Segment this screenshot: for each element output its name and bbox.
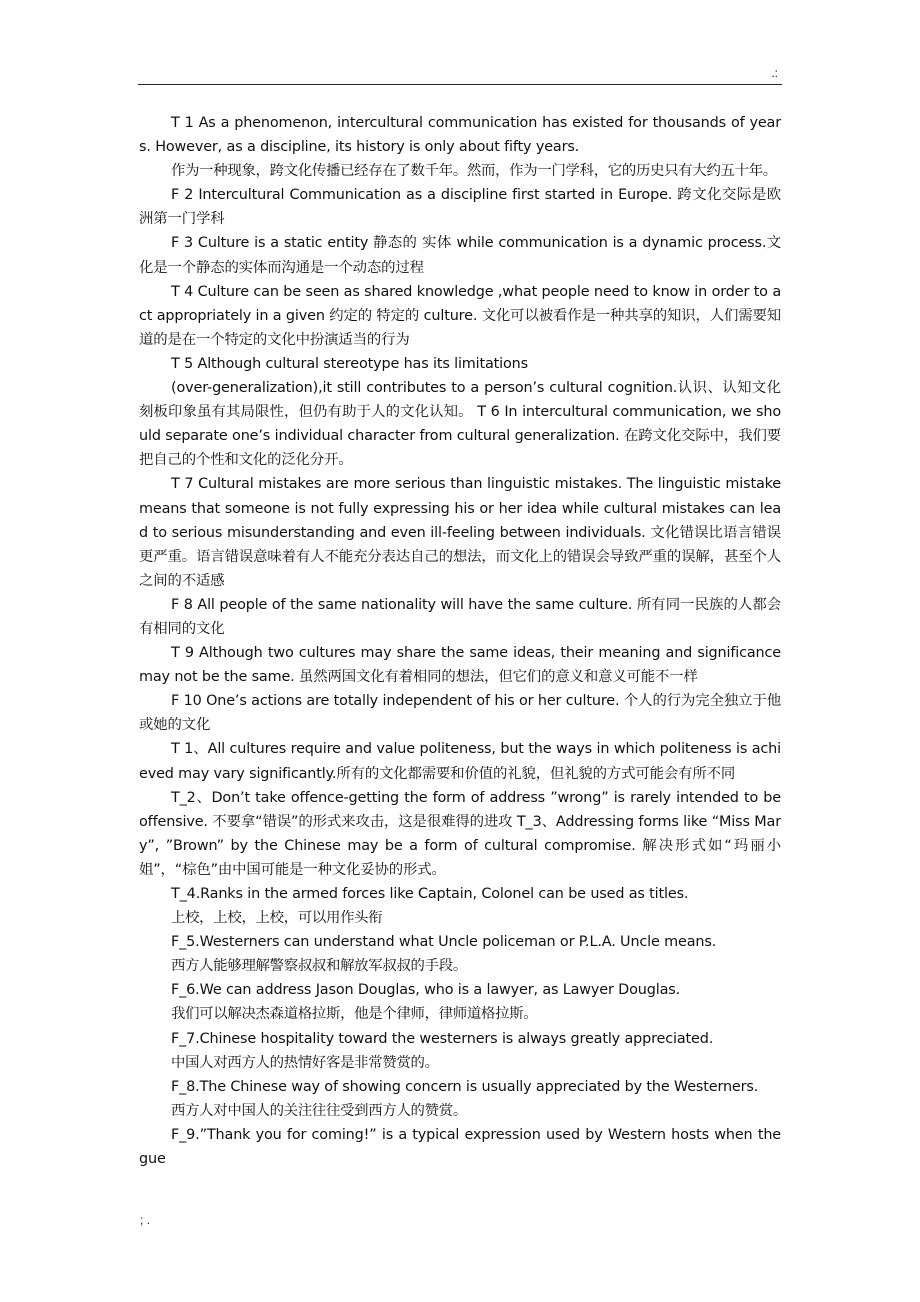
- paragraph-s8-translation: 西方人对中国人的关注往往受到西方人的赞赏。: [171, 1102, 467, 1119]
- paragraph-s2-s3: T_2、Don’t take offence-getting the form of address ”wrong” is rarely intended to be offensive. 不要拿“错误”的形式来攻击，这是很难得的进攻 T_3、Addressing forms like “Miss Mary”, ”Brown” by the Chinese may be a form of cultural compromise. 解决形式如“玛丽小姐”，“棕色”由中国可能是一种文化妥协的形式。: [139, 789, 781, 878]
- header-divider: [138, 84, 782, 85]
- paragraph-q1-translation: 作为一种现象，跨文化传播已经存在了数千年。然而，作为一门学科，它的历史只有大约五十年。: [171, 163, 777, 180]
- paragraph-s4: T_4.Ranks in the armed forces like Captain, Colonel can be used as titles.: [171, 886, 689, 902]
- page-header-mark: .:: [771, 66, 778, 80]
- paragraph-s7-translation: 中国人对西方人的热情好客是非常赞赏的。: [171, 1054, 439, 1071]
- document-body: [139, 111, 781, 1171]
- paragraph-q8: F 8 All people of the same nationality will have the same culture. 所有同一民族的人都会有相同的文化: [139, 596, 781, 637]
- paragraph-q4: T 4 Culture can be seen as shared knowledge ,what people need to know in order to act appropriately in a given 约定的 特定的 culture. 文化可以被看作是一种共享的知识，人们需要知道的是在一个特定的文化中扮演适当的行为: [139, 283, 781, 348]
- paragraph-q9: T 9 Although two cultures may share the same ideas, their meaning and significance may not be the same. 虽然两国文化有着相同的想法，但它们的意义和意义可能不一样: [139, 645, 781, 686]
- page-footer-mark: ; .: [140, 1213, 151, 1227]
- paragraph-q7: T 7 Cultural mistakes are more serious than linguistic mistakes. The linguistic mistake means that someone is not fully expressing his or her idea while cultural mistakes can lead to serious misunderstanding and even ill-feeling between individuals. 文化错误比语言错误更严重。语言错误意味着有人不能充分表达自己的想法，而文化上的错误会导致严重的误解，甚至个人之间的不适感: [139, 476, 781, 589]
- paragraph-s6: F_6.We can address Jason Douglas, who is a lawyer, as Lawyer Douglas.: [171, 982, 681, 999]
- paragraph-q5-q6: (over-generalization),it still contributes to a person’s cultural cognition.认识、认知文化刻板印象虽有其局限性，但仍有助于人的文化认知。 T 6 In intercultural communication, we should separate one’s individual character from cultural generalization. 在跨文化交际中，我们要把自己的个性和文化的泛化分开。: [139, 380, 781, 469]
- paragraph-s5-translation: 西方人能够理解警察叔叔和解放军叔叔的手段。: [171, 958, 467, 975]
- paragraph-q1: T 1 As a phenomenon, intercultural communication has existed for thousands of years. However, as a discipline, its history is only about fifty years.: [139, 115, 781, 156]
- paragraph-s7: F_7.Chinese hospitality toward the westerners is always greatly appreciated.: [171, 1030, 714, 1047]
- paragraph-q2: F 2 Intercultural Communication as a discipline first started in Europe. 跨文化交际是欧洲第一门学科: [139, 187, 781, 228]
- paragraph-s1: T 1、All cultures require and value politeness, but the ways in which politeness is achieved may vary significantly.所有的文化都需要和价值的礼貌，但礼貌的方式可能会有所不同: [139, 741, 781, 782]
- paragraph-q10: F 10 One’s actions are totally independent of his or her culture. 个人的行为完全独立于他或她的文化: [139, 693, 781, 734]
- paragraph-q3: F 3 Culture is a static entity 静态的 实体 while communication is a dynamic process.文化是一个静态的实体而沟通是一个动态的过程: [139, 235, 781, 276]
- paragraph-s5: F_5.Westerners can understand what Uncle policeman or P.L.A. Uncle means.: [171, 934, 717, 951]
- paragraph-s4-translation: 上校，上校，上校，可以用作头衔: [171, 910, 383, 927]
- paragraph-s9: F_9.”Thank you for coming!” is a typical expression used by Western hosts when the gue: [139, 1126, 781, 1168]
- paragraph-s8: F_8.The Chinese way of showing concern is usually appreciated by the Westerners.: [171, 1078, 759, 1095]
- paragraph-q5: T 5 Although cultural stereotype has its limitations: [171, 355, 528, 372]
- paragraph-s6-translation: 我们可以解决杰森道格拉斯，他是个律师，律师道格拉斯。: [171, 1006, 538, 1023]
